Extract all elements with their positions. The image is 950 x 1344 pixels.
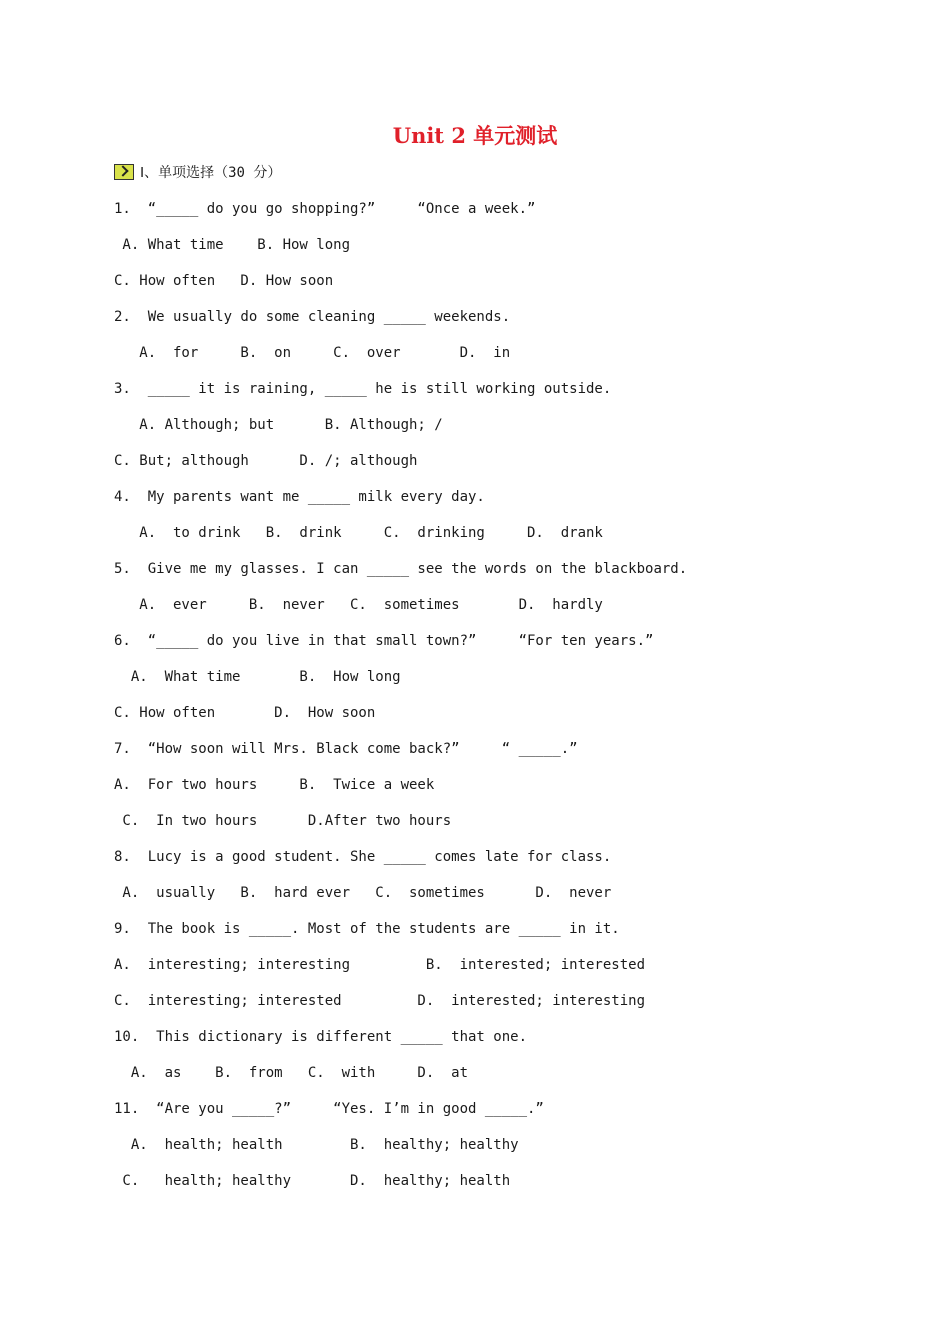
question-line: C. But; although D. /; although: [114, 453, 418, 469]
section-marker-icon: [114, 164, 134, 180]
question-line: A. What time B. How long: [114, 669, 401, 685]
page-title: Unit 2 单元测试: [392, 123, 558, 148]
question-line: 3. _____ it is raining, _____ he is still working outside.: [114, 381, 612, 397]
question-line: 8. Lucy is a good student. She _____ comes late for class.: [114, 849, 612, 865]
question-line: 6. “_____ do you live in that small town?” “For ten years.”: [114, 633, 654, 649]
question-line: 2. We usually do some cleaning _____ weekends.: [114, 309, 511, 325]
question-line: C. In two hours D.After two hours: [114, 813, 452, 829]
question-line: A. to drink B. drink C. drinking D. drank: [114, 525, 603, 541]
question-line: A. What time B. How long: [114, 237, 351, 253]
question-line: A. usually B. hard ever C. sometimes D. never: [114, 885, 612, 901]
question-line: C. interesting; interested D. interested; interesting: [114, 993, 646, 1009]
question-line: 1. “_____ do you go shopping?” “Once a week.”: [114, 201, 536, 217]
question-line: A. as B. from C. with D. at: [114, 1065, 469, 1081]
question-line: 10. This dictionary is different _____ that one.: [114, 1029, 528, 1045]
question-line: A. For two hours B. Twice a week: [114, 777, 435, 793]
question-line: A. health; health B. healthy; healthy: [114, 1137, 519, 1153]
question-line: C. health; healthy D. healthy; health: [114, 1173, 511, 1189]
question-line: A. for B. on C. over D. in: [114, 345, 511, 361]
question-line: A. Although; but B. Although; /: [114, 417, 443, 433]
question-line: C. How often D. How soon: [114, 273, 334, 289]
question-line: 5. Give me my glasses. I can _____ see the words on the blackboard.: [114, 561, 688, 577]
question-line: C. How often D. How soon: [114, 705, 376, 721]
question-line: A. ever B. never C. sometimes D. hardly: [114, 597, 603, 613]
question-line: 7. “How soon will Mrs. Black come back?” “ _____.”: [114, 741, 578, 757]
question-line: 11. “Are you _____?” “Yes. I’m in good _____.”: [114, 1101, 544, 1117]
section-heading: [114, 160, 281, 184]
question-line: 4. My parents want me _____ milk every day.: [114, 489, 485, 505]
question-line: A. interesting; interesting B. interested; interested: [114, 957, 646, 973]
section-heading-text: Ⅰ、单项选择（30 分）: [140, 165, 282, 181]
question-line: 9. The book is _____. Most of the students are _____ in it.: [114, 921, 620, 937]
